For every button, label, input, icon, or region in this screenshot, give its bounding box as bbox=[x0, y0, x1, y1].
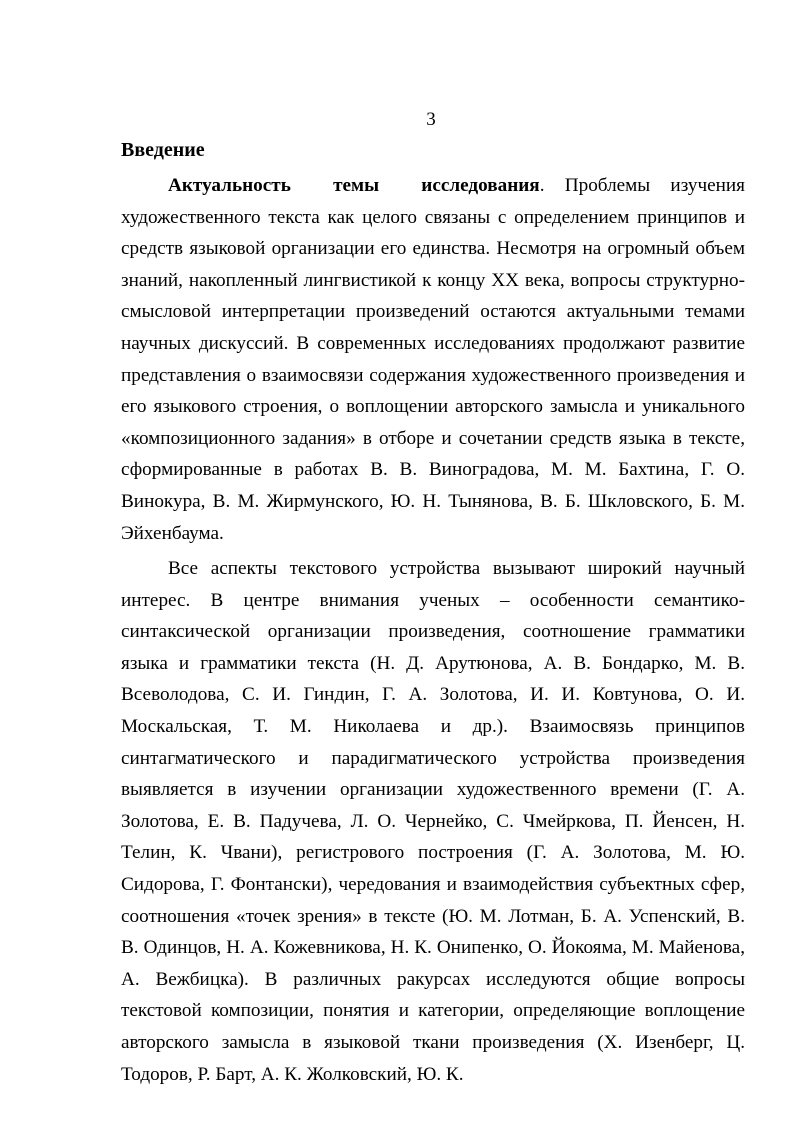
page-number: 3 bbox=[426, 109, 436, 130]
section-heading: Введение bbox=[121, 139, 205, 161]
paragraph-relevance bbox=[121, 170, 745, 549]
paragraph-text: Все аспекты текстового устройства вызывают широкий научный интерес. В центре внимания ученых – особенности семантико-синтаксической организации произведения, соотношение грамматики языка и грамматики текста (Н. Д. Арутюнова, А. В. Бондарко, М. В. Всеволодова, С. И. Гиндин, Г. А. Золотова, И. И. Ковтунова, О. И. Москальская, Т. М. Николаева и др.). Взаимосвязь принципов синтагматического и парадигматического устройства произведения выявляется в изучении организации художественного времени (Г. А. Золотова, Е. В. Падучева, Л. О. Чернейко, С. Чмейркова, П. Йенсен, Н. Телин, К. Чвани), регистрового построения (Г. А. Золотова, М. Ю. Сидорова, Г. Фонтански), чередования и взаимодействия субъектных сфер, соотношения «точек зрения» в тексте (Ю. М. Лотман, Б. А. Успенский, В. В. Одинцов, Н. А. Кожевникова, Н. К. Онипенко, О. Йокояма, М. Майенова, А. Вежбицка). В различных ракурсах исследуются общие вопросы текстовой композиции, понятия и категории, определяющие воплощение авторского замысла в языковой ткани произведения (Х. Изенберг, Ц. Тодоров, Р. Барт, А. К. Жолковский, Ю. К. bbox=[121, 558, 745, 1085]
paragraph-text: . Проблемы изучения художественного текста как целого связаны с определением принципов и средств языковой организации его единства. Несмотря на огромный объем знаний, накопленный лингвистикой к концу XX века, вопросы структурно-смысловой интерпретации произведений остаются актуальными темами научных дискуссий. В современных исследованиях продолжают развитие представления о взаимосвязи содержания художественного произведения и его языкового строения, о воплощении авторского замысла и уникального «композиционного задания» в отборе и сочетании средств языка в тексте, сформированные в работах В. В. Виноградова, М. М. Бахтина, Г. О. Винокура, В. М. Жирмунского, Ю. Н. Тынянова, В. Б. Шкловского, Б. М. Эйхенбаума. bbox=[121, 175, 745, 544]
paragraph-lead: Актуальность темы исследования bbox=[168, 175, 540, 196]
paragraph-aspects bbox=[121, 553, 745, 1090]
